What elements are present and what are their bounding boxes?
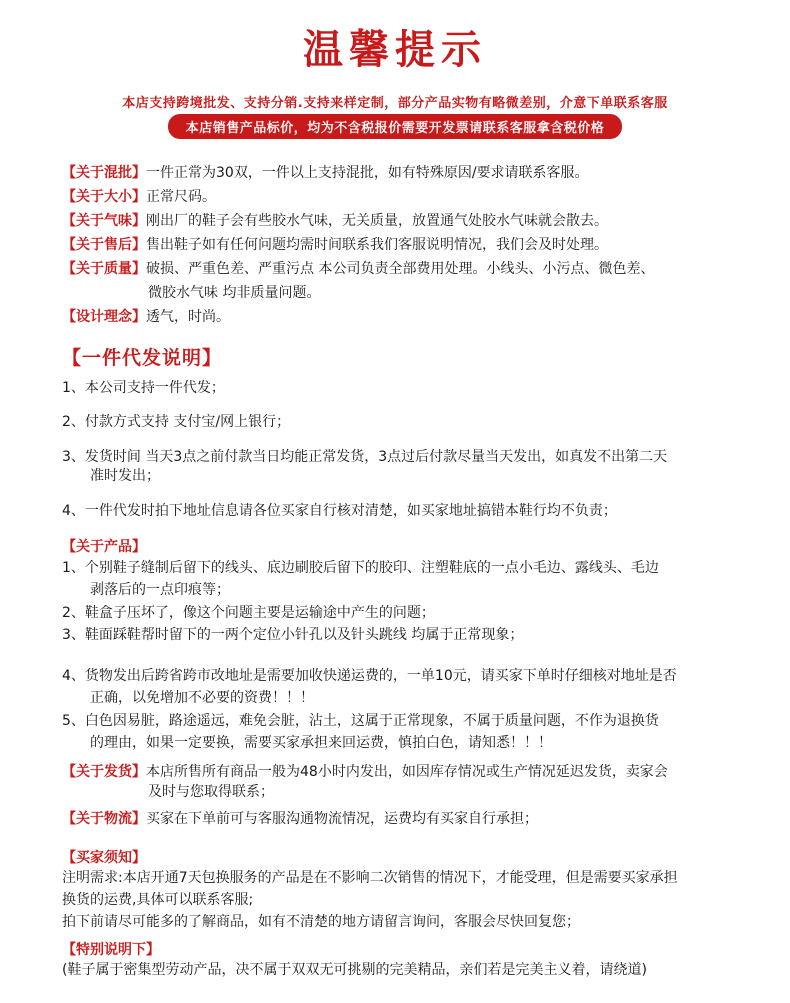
logistics-row (62, 808, 538, 830)
buyer-title: 【买家须知】 (62, 850, 146, 866)
page-title: 温馨提示 (303, 27, 487, 73)
subtitle: 本店支持跨境批发、支持分销.支持来样定制，部分产品实物有略微差别，介意下单联系客服 (122, 96, 668, 111)
info-quality-cont: 微胶水气味 均非质量问题。 (148, 285, 321, 301)
info-text: 一件正常为30双，一件以上支持混批，如有特殊原因/要求请联系客服。 (146, 165, 589, 181)
dropship-item-cont: 准时发出； (90, 468, 160, 484)
info-row-mix (62, 162, 589, 184)
product-item: 4、货物发出后跨省跨市改地址是需要加收快递运费的，一单10元，请买家下单时仔细核对地址是否 (62, 668, 677, 684)
info-tag: 【关于售后】 (62, 237, 146, 253)
info-row-size (62, 186, 216, 208)
info-tag: 【关于大小】 (62, 189, 146, 205)
product-item: 2、鞋盒子压坏了，像这个问题主要是运输途中产生的问题； (62, 605, 435, 621)
product-item: 3、鞋面踩鞋帮时留下的一两个定位小针孔以及针头跳线 均属于正常现象； (62, 627, 524, 643)
buyer-line: 拍下前请尽可能多的了解商品，如有不清楚的地方请留言询问，客服会尽快回复您； (62, 914, 580, 930)
info-text: 破损、严重色差、严重污点 本公司负责全部费用处理。小线头、小污点、微色差、 (146, 261, 655, 277)
dropship-item: 3、发货时间 当天3点之前付款当日均能正常发货，3点过后付款尽量当天发出，如真发不出第二天 (62, 449, 668, 465)
buyer-line: 注明需求:本店开通7天包换服务的产品是在不影响二次销售的情况下，才能受理，但是需要买家承担 (62, 870, 678, 886)
product-item-cont: 剥落后的一点印痕等； (90, 582, 230, 598)
dropship-item: 1、本公司支持一件代发； (62, 380, 225, 396)
dropship-item: 2、付款方式支持 支付宝/网上银行； (62, 414, 291, 430)
info-text: 刚出厂的鞋子会有些胶水气味，无关质量，放置通气处胶水气味就会散去。 (146, 213, 608, 229)
shipping-row (62, 761, 668, 783)
shipping-tag: 【关于发货】 (62, 764, 146, 780)
info-text: 售出鞋子如有任何问题均需时间联系我们客服说明情况，我们会及时处理。 (146, 237, 608, 253)
info-row-aftersale (62, 234, 608, 256)
shipping-text: 本店所售所有商品一般为48小时内发出，如因库存情况或生产情况延迟发货，卖家会 (146, 764, 668, 780)
info-tag: 【关于气味】 (62, 213, 146, 229)
special-text: (鞋子属于密集型劳动产品，决不属于双双无可挑剔的完美精品，亲们若是完美主义着，请绕道) (62, 962, 647, 978)
product-item-cont: 的理由，如果一定要换，需要买家承担来回运费，慎拍白色，请知悉！！！ (90, 735, 552, 751)
info-row-design (62, 306, 230, 328)
product-item: 5、白色因易脏，路途遥远，难免会脏，沾土，这属于正常现象，不属于质量问题，不作为退换货 (62, 713, 659, 729)
info-tag: 【关于混批】 (62, 165, 146, 181)
logistics-text: 买家在下单前可与客服沟通物流情况，运费均有买家自行承担； (146, 811, 538, 827)
special-title: 【特别说明下】 (62, 942, 160, 958)
info-tag: 【关于质量】 (62, 261, 146, 277)
product-item-cont: 正确，以免增加不必要的资费！！！ (90, 690, 314, 706)
info-row-smell (62, 210, 608, 232)
info-text: 透气，时尚。 (146, 309, 230, 325)
info-text: 正常尺码。 (146, 189, 216, 205)
shipping-cont: 及时与您取得联系； (148, 784, 274, 800)
banner-wrap (0, 114, 790, 139)
logistics-tag: 【关于物流】 (62, 811, 146, 827)
tax-banner: 本店销售产品标价，均为不含税报价需要开发票请联系客服拿含税价格 (168, 114, 623, 139)
dropship-title: 【一件代发说明】 (62, 347, 223, 369)
product-item: 1、个别鞋子缝制后留下的线头、底边刷胶后留下的胶印、注塑鞋底的一点小毛边、露线头、毛边 (62, 560, 659, 576)
info-tag: 【设计理念】 (62, 309, 146, 325)
info-row-quality (62, 258, 654, 280)
buyer-line: 换货的运费,具体可以联系客服; (62, 892, 254, 908)
dropship-item: 4、一件代发时拍下地址信息请各位买家自行核对清楚，如买家地址搞错本鞋行均不负责； (62, 503, 617, 519)
product-title: 【关于产品】 (62, 539, 146, 555)
